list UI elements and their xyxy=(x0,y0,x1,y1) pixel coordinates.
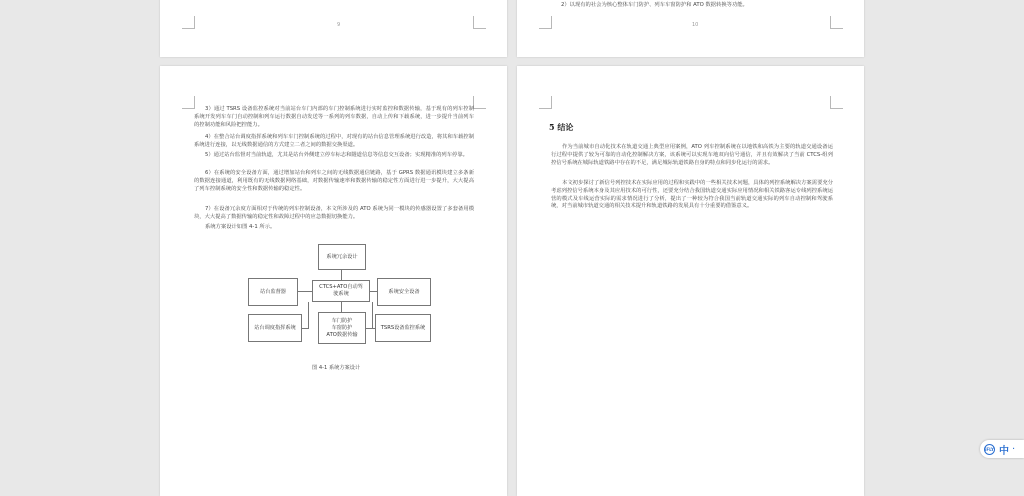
connector-line xyxy=(341,302,342,312)
diagram-box-right-top: 系统安全设备 xyxy=(377,278,431,306)
connector-line xyxy=(302,328,309,329)
conclusion-paragraph-1: 作为当前城市自动化技术在轨道交通上典型应用案例，ATO 列车控制系统在以地铁和高铁为主要的轨道交通设备运行过程中提供了较为可靠的自动化控制解决方案，该系统可以实现车地双向信号通信，并且有效解决了当前 CTCS-组列控信号系统在城际轨道铁路中存在的不足，满足城际轨道铁路自身的特点和同步化运行的需求。 xyxy=(551,144,833,166)
crop-mark xyxy=(473,96,486,109)
page-9 xyxy=(160,0,507,57)
paragraph-6: 6）在系统的安全设备方面，通过增加站台和列车之间的无线数据通信链路，基于 GPRS 数据通讯模块建立多条新的数据连接通道，利用既有的无线数据网络基础，对数据传输速率和数据传输的稳定性方面进行进一步提升，大大提高了列车控制系统的安全性和数据传输的稳定性。 xyxy=(194,170,474,192)
paragraph-3: 3）通过 TSRS 设备监控系统对当前站台车门内部的车门控制系统进行实时监控和数据传输，基于现有的列车控制系统开发列车车门自动控制和列车运行数据自动发送等一系列的列车数据，自动上传和下载系统，进一步提升当前列车的控制功能和风险把控能力。 xyxy=(194,106,474,128)
connector-line xyxy=(298,291,312,292)
ime-logo-icon[interactable]: iFLY xyxy=(984,444,995,455)
diagram-box-bottom xyxy=(318,312,366,344)
section-heading: 5 结论 xyxy=(549,122,574,132)
body-text: 2）以现有的社会为核心整体车门防护、列车车窗防护和 ATO 数据转换等功能。 xyxy=(561,2,748,8)
diagram-box-left-top: 站台监督器 xyxy=(248,278,298,306)
diagram-box-right-bottom: TSRS设备监控系统 xyxy=(375,314,431,342)
crop-mark xyxy=(539,16,552,29)
diagram-box-top: 系统冗余设计 xyxy=(318,244,366,270)
connector-line xyxy=(370,291,377,292)
figure-reference: 系统方案设计如图 4-1 所示。 xyxy=(205,224,276,230)
diagram-box-left-bottom: 站台调度指挥系统 xyxy=(248,314,302,342)
crop-mark xyxy=(830,16,843,29)
crop-mark xyxy=(182,16,195,29)
page-number: 9 xyxy=(337,22,341,28)
ime-punctuation-toggle[interactable]: · xyxy=(1012,443,1016,455)
ime-toolbar[interactable] xyxy=(980,440,1024,458)
paragraph-7: 7）在设备冗余度方面相对于传统的列车控制设备，本文所涉及的 ATO 系统为同一模块的传感器设置了多套备用模块，大大提高了数据传输的稳定性和故障过程中的应急数据切换能力。 xyxy=(194,206,474,220)
connector-line xyxy=(308,302,309,328)
page-10 xyxy=(517,0,864,57)
diagram-bottom-line-3: ATO数据传输 xyxy=(326,331,358,338)
page-12 xyxy=(517,66,864,496)
crop-mark xyxy=(539,96,552,109)
connector-line xyxy=(341,270,342,280)
page-number: 10 xyxy=(692,22,699,28)
figure-caption: 图 4-1 系统方案设计 xyxy=(312,365,361,371)
diagram-bottom-line-2: 车窗防护 xyxy=(331,324,353,331)
paragraph-4: 4）在整合站台调度指挥系统和列车车门控制系统的过程中，对现有的站台信息管理系统进行改造，将其和车载控制系统进行连接，以无线数据通信的方式建立二者之间的数据交换渠道。 xyxy=(194,134,474,148)
crop-mark xyxy=(473,16,486,29)
page-11 xyxy=(160,66,507,496)
conclusion-paragraph-2: 本文初步探讨了新信号列控技术在实际应用的过程和实践中的一些相关技术问题，具体的列控系统解决方案需要充分考虑列控信号系统本身及其应用技术的可行性，还要充分结合我国轨道交通实际应用情况和相关铁路客运专线列控系统运营的模式及车线运营实际的需求情况进行了分析，提出了一种较为符合我国当前轨道交通实际的列车自动控制和驾驶系统，对当前城市轨道交通的相关技术提升和轨道铁路的发展具有十分重要的借鉴意义。 xyxy=(551,180,833,210)
connector-line xyxy=(372,302,373,328)
connector-line xyxy=(366,328,375,329)
ime-language-toggle[interactable]: 中 xyxy=(999,445,1009,457)
paragraph-5: 5）通过站台监督对当前轨道，尤其是站台外侧建立停车标志和隧道信息等信息交互设备；实现精准的列车停靠。 xyxy=(205,152,468,158)
crop-mark xyxy=(830,96,843,109)
diagram-box-center: CTCS+ATO自动驾驶系统 xyxy=(312,280,370,302)
diagram-bottom-line-1: 车门防护 xyxy=(331,317,353,324)
